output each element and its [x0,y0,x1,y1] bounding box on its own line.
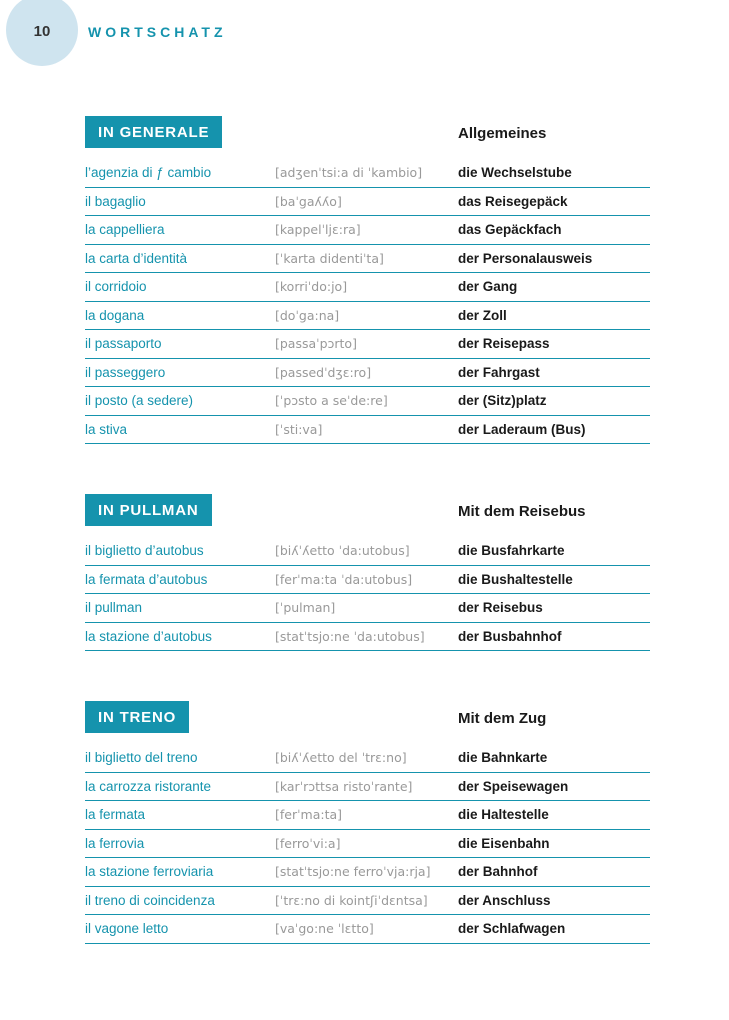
phonetic-transcription: [ˈkarta didentiˈta] [275,250,384,266]
vocab-row [85,273,650,302]
german-translation: die Wechselstube [458,165,572,181]
phonetic-transcription: [korriˈdo:jo] [275,279,348,295]
german-translation: der (Sitz)platz [458,393,547,409]
vocab-row [85,188,650,217]
german-translation: der Zoll [458,307,507,323]
italian-term: la stazione ferroviaria [85,864,214,880]
phonetic-transcription: [statˈtsjo:ne ferroˈvja:rja] [275,864,431,880]
german-translation: die Busfahrkarte [458,543,565,559]
italian-term: la cappelliera [85,222,165,238]
vocab-row [85,159,650,188]
italian-term: la stazione d’autobus [85,628,212,644]
german-translation: der Speisewagen [458,778,569,794]
italian-term: l’agenzia di ƒ cambio [85,165,212,181]
section-title-german: Mit dem Zug [458,710,547,727]
phonetic-transcription: [biʎˈʎetto ˈda:utobus] [275,543,410,559]
vocab-rows [85,159,650,444]
page-number: 10 [33,22,51,40]
german-translation: der Gang [458,279,518,295]
italian-term: il biglietto del treno [85,750,198,766]
vocab-row [85,594,650,623]
phonetic-transcription: [ferroˈvi:a] [275,835,341,851]
section-title-italian: IN PULLMAN [85,494,212,526]
german-translation: der Laderaum (Bus) [458,421,586,437]
phonetic-transcription: [karˈrɔttsa ristoˈrante] [275,778,413,794]
vocab-row [85,359,650,388]
italian-term: la dogana [85,307,145,323]
phonetic-transcription: [ˈpulman] [275,600,336,616]
phonetic-transcription: [vaˈgo:ne ˈlɛtto] [275,921,374,937]
italian-term: il pullman [85,600,143,616]
german-translation: der Personalausweis [458,250,593,266]
section-title-italian: IN GENERALE [85,116,222,148]
italian-term: il passaporto [85,336,162,352]
italian-term: la fermata d’autobus [85,571,208,587]
italian-term: il bagaglio [85,193,146,209]
phonetic-transcription: [passaˈpɔrto] [275,336,357,352]
phonetic-transcription: [ferˈma:ta ˈda:utobus] [275,571,413,587]
italian-term: la carta d’identità [85,250,188,266]
page-number-circle [6,0,78,66]
vocab-row [85,623,650,652]
vocab-section [85,701,650,944]
german-translation: das Gepäckfach [458,222,562,238]
vocab-row [85,801,650,830]
vocab-row [85,773,650,802]
vocab-row [85,858,650,887]
section-title-italian: IN TRENO [85,701,189,733]
phonetic-transcription: [ˈtrɛ:no di kointʃiˈdɛntsa] [275,892,428,908]
vocab-rows [85,537,650,651]
chapter-header: WORTSCHATZ [88,24,227,40]
italian-term: il posto (a sedere) [85,393,194,409]
vocab-row [85,330,650,359]
section-header [85,701,650,735]
phonetic-transcription: [statˈtsjo:ne ˈda:utobus] [275,628,425,644]
italian-term: il treno di coincidenza [85,892,215,908]
section-header [85,494,650,528]
phonetic-transcription: [adʒenˈtsi:a di ˈkambio] [275,165,423,181]
italian-term: la ferrovia [85,835,145,851]
german-translation: der Busbahnhof [458,628,562,644]
german-translation: der Reisebus [458,600,543,616]
vocabulary-sections [85,70,650,944]
italian-term: il biglietto d’autobus [85,543,204,559]
phonetic-transcription: [ˈsti:va] [275,421,323,437]
phonetic-transcription: [ferˈma:ta] [275,807,343,823]
phonetic-transcription: [ˈpɔsto a seˈde:re] [275,393,388,409]
german-translation: das Reisegepäck [458,193,568,209]
german-translation: die Bahnkarte [458,750,548,766]
german-translation: der Anschluss [458,892,551,908]
german-translation: die Haltestelle [458,807,549,823]
section-header [85,116,650,150]
phonetic-transcription: [passedˈdʒɛ:ro] [275,364,372,380]
section-title-german: Allgemeines [458,125,547,142]
vocab-row [85,387,650,416]
italian-term: il vagone letto [85,921,169,937]
vocab-row [85,302,650,331]
italian-term: il passeggero [85,364,166,380]
german-translation: der Schlafwagen [458,921,566,937]
vocab-row [85,830,650,859]
german-translation: der Bahnhof [458,864,538,880]
vocab-rows [85,744,650,944]
italian-term: la stiva [85,421,128,437]
vocab-row [85,887,650,916]
vocab-row [85,245,650,274]
italian-term: il corridoio [85,279,147,295]
german-translation: die Eisenbahn [458,835,550,851]
vocab-row [85,537,650,566]
vocab-row [85,915,650,944]
german-translation: der Fahrgast [458,364,540,380]
italian-term: la carrozza ristorante [85,778,212,794]
section-title-german: Mit dem Reisebus [458,503,586,520]
phonetic-transcription: [biʎˈʎetto del ˈtrɛ:no] [275,750,407,766]
phonetic-transcription: [baˈgaʎʎo] [275,193,342,209]
german-translation: der Reisepass [458,336,550,352]
italian-term: la fermata [85,807,146,823]
vocab-section [85,116,650,444]
german-translation: die Bushaltestelle [458,571,573,587]
vocab-row [85,566,650,595]
phonetic-transcription: [doˈga:na] [275,307,340,323]
vocab-row [85,416,650,445]
vocab-row [85,216,650,245]
vocab-row [85,744,650,773]
vocab-section [85,494,650,651]
phonetic-transcription: [kappelˈljɛ:ra] [275,222,361,238]
